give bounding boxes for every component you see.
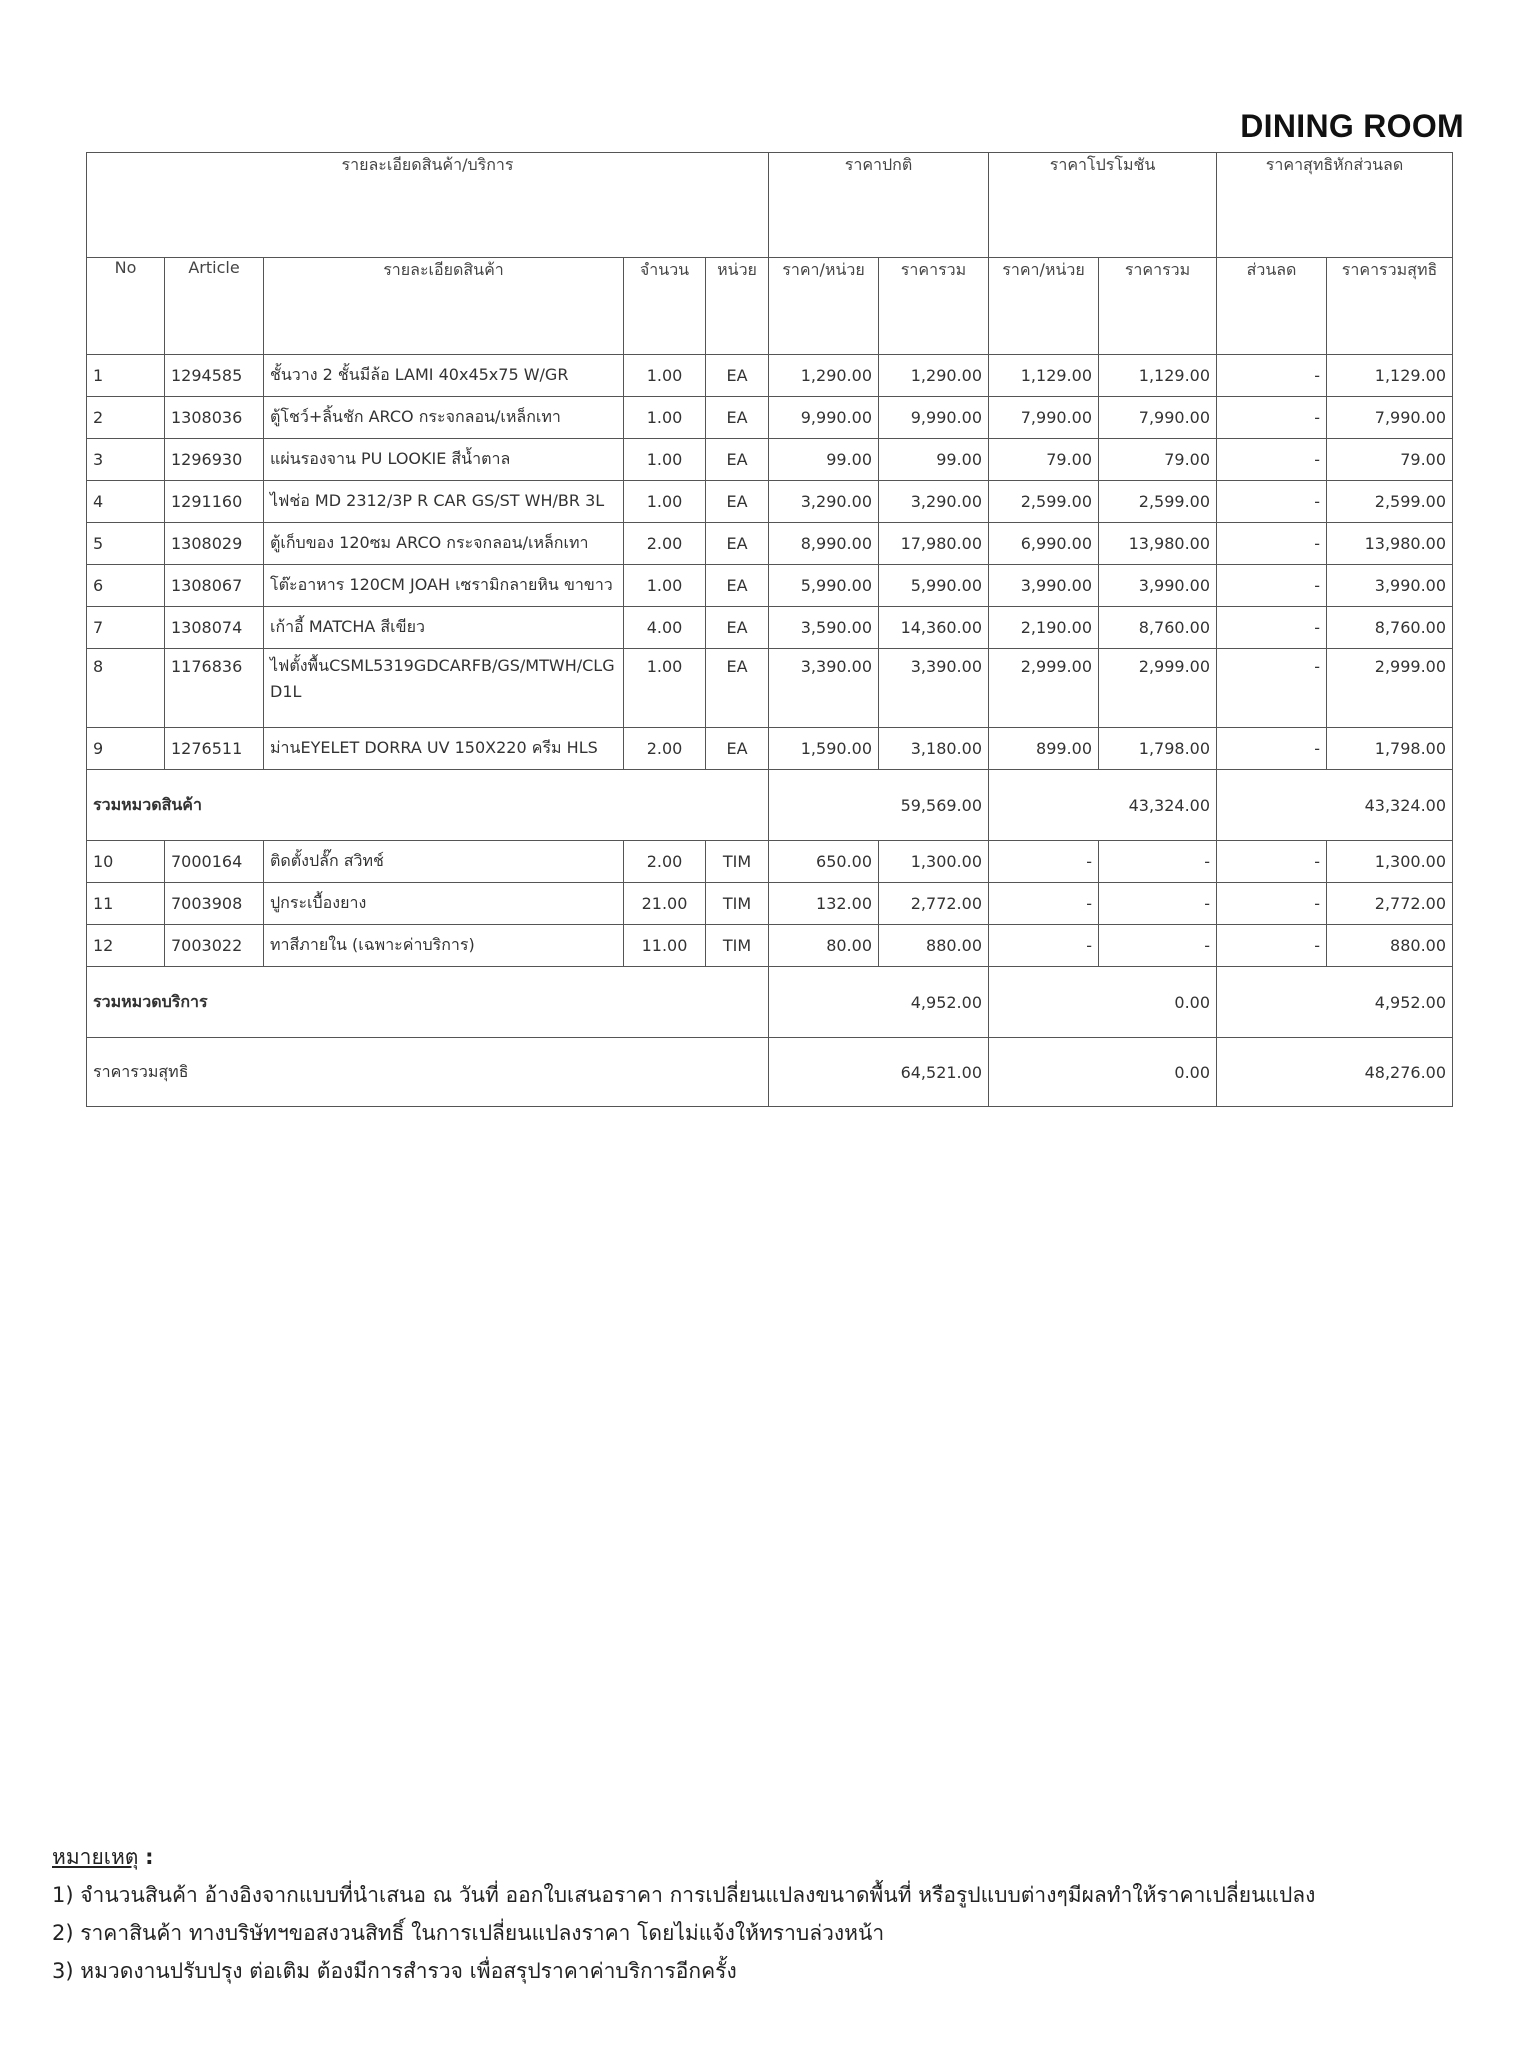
cell-normal-total: 1,300.00 xyxy=(879,841,989,883)
cell-normal-total: 880.00 xyxy=(879,925,989,967)
cell-discount: - xyxy=(1217,841,1327,883)
cell-net-total: 2,999.00 xyxy=(1327,649,1453,728)
cell-promo-unit: 79.00 xyxy=(989,439,1099,481)
cell-qty: 1.00 xyxy=(624,439,706,481)
cell-unit: EA xyxy=(706,565,769,607)
cell-net-total: 8,760.00 xyxy=(1327,607,1453,649)
cell-promo-total: - xyxy=(1099,883,1217,925)
table-row xyxy=(87,925,1453,967)
cell-qty: 2.00 xyxy=(624,523,706,565)
col-header-promo-total: ราคารวม xyxy=(1099,258,1217,355)
product-subtotal-promo: 43,324.00 xyxy=(989,770,1217,841)
cell-normal-total: 2,772.00 xyxy=(879,883,989,925)
cell-no: 11 xyxy=(87,883,165,925)
cell-net-total: 1,129.00 xyxy=(1327,355,1453,397)
cell-discount: - xyxy=(1217,728,1327,770)
cell-description: ม่านEYELET DORRA UV 150X220 ครีม HLS xyxy=(264,728,624,770)
table-row xyxy=(87,883,1453,925)
cell-qty: 11.00 xyxy=(624,925,706,967)
table-row xyxy=(87,841,1453,883)
cell-description: ไฟตั้งพื้นCSML5319GDCARFB/GS/MTWH/CLGD1L xyxy=(264,649,624,728)
group-header-description: รายละเอียดสินค้า/บริการ xyxy=(87,153,769,258)
cell-article: 1291160 xyxy=(165,481,264,523)
col-header-promo-unit: ราคา/หน่วย xyxy=(989,258,1099,355)
cell-discount: - xyxy=(1217,883,1327,925)
cell-no: 9 xyxy=(87,728,165,770)
group-header-net-price: ราคาสุทธิหักส่วนลด xyxy=(1217,153,1453,258)
cell-unit: EA xyxy=(706,397,769,439)
cell-normal-unit: 8,990.00 xyxy=(769,523,879,565)
cell-qty: 1.00 xyxy=(624,481,706,523)
cell-unit: EA xyxy=(706,523,769,565)
cell-promo-total: 1,798.00 xyxy=(1099,728,1217,770)
note-line-3: 3) หมวดงานปรับปรุง ต่อเติม ต้องมีการสำรวจ เพื่อสรุปราคาค่าบริการอีกครั้ง xyxy=(52,1959,737,1983)
col-header-article: Article xyxy=(165,258,264,355)
cell-normal-unit: 9,990.00 xyxy=(769,397,879,439)
cell-net-total: 2,599.00 xyxy=(1327,481,1453,523)
cell-description: ติดตั้งปลั๊ก สวิทช์ xyxy=(264,841,624,883)
cell-article: 7003908 xyxy=(165,883,264,925)
cell-normal-total: 17,980.00 xyxy=(879,523,989,565)
cell-discount: - xyxy=(1217,565,1327,607)
product-subtotal-normal: 59,569.00 xyxy=(769,770,989,841)
cell-description: โต๊ะอาหาร 120CM JOAH เซรามิกลายหิน ขาขาว xyxy=(264,565,624,607)
cell-net-total: 2,772.00 xyxy=(1327,883,1453,925)
cell-normal-total: 3,180.00 xyxy=(879,728,989,770)
col-header-normal-total: ราคารวม xyxy=(879,258,989,355)
cell-promo-unit: - xyxy=(989,883,1099,925)
group-header-normal-price: ราคาปกติ xyxy=(769,153,989,258)
cell-article: 7003022 xyxy=(165,925,264,967)
cell-unit: EA xyxy=(706,728,769,770)
cell-promo-total: - xyxy=(1099,925,1217,967)
note-line-2: 2) ราคาสินค้า ทางบริษัทฯขอสงวนสิทธิ์ ในการเปลี่ยนแปลงราคา โดยไม่แจ้งให้ทราบล่วงหน้า xyxy=(52,1921,885,1945)
cell-no: 4 xyxy=(87,481,165,523)
product-subtotal-net: 43,324.00 xyxy=(1217,770,1453,841)
grand-total-label: ราคารวมสุทธิ xyxy=(87,1038,769,1107)
cell-qty: 1.00 xyxy=(624,565,706,607)
notes-heading-colon: : xyxy=(145,1845,154,1869)
cell-normal-unit: 650.00 xyxy=(769,841,879,883)
table-row xyxy=(87,523,1453,565)
group-header-row xyxy=(87,153,1453,258)
service-subtotal-label: รวมหมวดบริการ xyxy=(87,967,769,1038)
cell-net-total: 13,980.00 xyxy=(1327,523,1453,565)
cell-net-total: 3,990.00 xyxy=(1327,565,1453,607)
cell-promo-unit: 2,599.00 xyxy=(989,481,1099,523)
cell-qty: 1.00 xyxy=(624,355,706,397)
table-row xyxy=(87,439,1453,481)
cell-promo-total: 2,999.00 xyxy=(1099,649,1217,728)
cell-normal-unit: 3,590.00 xyxy=(769,607,879,649)
cell-net-total: 79.00 xyxy=(1327,439,1453,481)
cell-no: 2 xyxy=(87,397,165,439)
grand-total-row xyxy=(87,1038,1453,1107)
cell-promo-total: 7,990.00 xyxy=(1099,397,1217,439)
cell-unit: EA xyxy=(706,607,769,649)
cell-promo-unit: - xyxy=(989,925,1099,967)
col-header-unit: หน่วย xyxy=(706,258,769,355)
cell-unit: EA xyxy=(706,481,769,523)
service-subtotal-normal: 4,952.00 xyxy=(769,967,989,1038)
cell-article: 7000164 xyxy=(165,841,264,883)
cell-qty: 2.00 xyxy=(624,841,706,883)
cell-qty: 4.00 xyxy=(624,607,706,649)
cell-description: ชั้นวาง 2 ชั้นมีล้อ LAMI 40x45x75 W/GR xyxy=(264,355,624,397)
cell-unit: TIM xyxy=(706,925,769,967)
cell-net-total: 1,300.00 xyxy=(1327,841,1453,883)
quotation-table xyxy=(86,152,1453,1107)
col-header-qty: จำนวน xyxy=(624,258,706,355)
col-header-description: รายละเอียดสินค้า xyxy=(264,258,624,355)
cell-promo-unit: 2,190.00 xyxy=(989,607,1099,649)
cell-promo-unit: - xyxy=(989,841,1099,883)
cell-promo-unit: 6,990.00 xyxy=(989,523,1099,565)
cell-promo-total: 3,990.00 xyxy=(1099,565,1217,607)
cell-description: ตู้โชว์+ลิ้นชัก ARCO กระจกลอน/เหล็กเทา xyxy=(264,397,624,439)
notes-heading: หมายเหตุ xyxy=(52,1845,139,1869)
cell-discount: - xyxy=(1217,523,1327,565)
group-header-promo-price: ราคาโปรโมชัน xyxy=(989,153,1217,258)
cell-article: 1308036 xyxy=(165,397,264,439)
cell-discount: - xyxy=(1217,439,1327,481)
table-row xyxy=(87,649,1453,728)
col-header-no: No xyxy=(87,258,165,355)
cell-normal-total: 5,990.00 xyxy=(879,565,989,607)
cell-net-total: 7,990.00 xyxy=(1327,397,1453,439)
cell-promo-total: 13,980.00 xyxy=(1099,523,1217,565)
cell-promo-unit: 899.00 xyxy=(989,728,1099,770)
cell-qty: 21.00 xyxy=(624,883,706,925)
cell-unit: TIM xyxy=(706,883,769,925)
cell-no: 6 xyxy=(87,565,165,607)
cell-normal-total: 99.00 xyxy=(879,439,989,481)
cell-no: 12 xyxy=(87,925,165,967)
col-header-net-total: ราคารวมสุทธิ xyxy=(1327,258,1453,355)
cell-description: แผ่นรองจาน PU LOOKIE สีน้ำตาล xyxy=(264,439,624,481)
cell-normal-total: 1,290.00 xyxy=(879,355,989,397)
cell-discount: - xyxy=(1217,607,1327,649)
product-subtotal-label: รวมหมวดสินค้า xyxy=(87,770,769,841)
grand-total-net: 48,276.00 xyxy=(1217,1038,1453,1107)
cell-normal-total: 3,290.00 xyxy=(879,481,989,523)
cell-promo-unit: 3,990.00 xyxy=(989,565,1099,607)
table-row xyxy=(87,607,1453,649)
cell-description: ทาสีภายใน (เฉพาะค่าบริการ) xyxy=(264,925,624,967)
cell-normal-total: 9,990.00 xyxy=(879,397,989,439)
cell-unit: EA xyxy=(706,355,769,397)
cell-article: 1296930 xyxy=(165,439,264,481)
cell-promo-total: 8,760.00 xyxy=(1099,607,1217,649)
cell-normal-unit: 99.00 xyxy=(769,439,879,481)
cell-net-total: 880.00 xyxy=(1327,925,1453,967)
cell-normal-unit: 1,590.00 xyxy=(769,728,879,770)
cell-normal-total: 3,390.00 xyxy=(879,649,989,728)
cell-description: เก้าอี้ MATCHA สีเขียว xyxy=(264,607,624,649)
cell-normal-unit: 5,990.00 xyxy=(769,565,879,607)
cell-article: 1294585 xyxy=(165,355,264,397)
grand-total-normal: 64,521.00 xyxy=(769,1038,989,1107)
cell-no: 7 xyxy=(87,607,165,649)
cell-normal-unit: 3,390.00 xyxy=(769,649,879,728)
cell-promo-unit: 1,129.00 xyxy=(989,355,1099,397)
cell-unit: TIM xyxy=(706,841,769,883)
cell-normal-unit: 1,290.00 xyxy=(769,355,879,397)
cell-qty: 2.00 xyxy=(624,728,706,770)
cell-normal-total: 14,360.00 xyxy=(879,607,989,649)
cell-discount: - xyxy=(1217,925,1327,967)
cell-description: ตู้เก็บของ 120ซม ARCO กระจกลอน/เหล็กเทา xyxy=(264,523,624,565)
cell-no: 3 xyxy=(87,439,165,481)
cell-promo-total: 2,599.00 xyxy=(1099,481,1217,523)
cell-promo-total: 79.00 xyxy=(1099,439,1217,481)
cell-unit: EA xyxy=(706,439,769,481)
cell-article: 1276511 xyxy=(165,728,264,770)
cell-article: 1308074 xyxy=(165,607,264,649)
table-row xyxy=(87,728,1453,770)
cell-qty: 1.00 xyxy=(624,649,706,728)
cell-promo-unit: 7,990.00 xyxy=(989,397,1099,439)
table-row xyxy=(87,481,1453,523)
cell-net-total: 1,798.00 xyxy=(1327,728,1453,770)
cell-article: 1308067 xyxy=(165,565,264,607)
cell-promo-total: - xyxy=(1099,841,1217,883)
cell-no: 10 xyxy=(87,841,165,883)
cell-no: 5 xyxy=(87,523,165,565)
cell-description: ไฟช่อ MD 2312/3P R CAR GS/ST WH/BR 3L xyxy=(264,481,624,523)
cell-no: 8 xyxy=(87,649,165,728)
cell-discount: - xyxy=(1217,481,1327,523)
col-header-normal-unit: ราคา/หน่วย xyxy=(769,258,879,355)
cell-unit: EA xyxy=(706,649,769,728)
cell-promo-total: 1,129.00 xyxy=(1099,355,1217,397)
product-subtotal-row xyxy=(87,770,1453,841)
grand-total-promo: 0.00 xyxy=(989,1038,1217,1107)
cell-discount: - xyxy=(1217,355,1327,397)
cell-no: 1 xyxy=(87,355,165,397)
note-line-1: 1) จำนวนสินค้า อ้างอิงจากแบบที่นำเสนอ ณ วันที่ ออกใบเสนอราคา การเปลี่ยนแปลงขนาดพื้นที่ หรือรูปแบบต่างๆมีผลทำให้ราคาเปลี่ยนแปลง xyxy=(52,1883,1316,1907)
notes-heading-line xyxy=(52,1838,1315,1876)
cell-qty: 1.00 xyxy=(624,397,706,439)
cell-normal-unit: 3,290.00 xyxy=(769,481,879,523)
cell-article: 1308029 xyxy=(165,523,264,565)
service-subtotal-row xyxy=(87,967,1453,1038)
col-header-discount: ส่วนลด xyxy=(1217,258,1327,355)
cell-promo-unit: 2,999.00 xyxy=(989,649,1099,728)
page-title: DINING ROOM xyxy=(1240,108,1464,144)
cell-article: 1176836 xyxy=(165,649,264,728)
notes-section xyxy=(52,1838,1315,1990)
service-subtotal-promo: 0.00 xyxy=(989,967,1217,1038)
table-row xyxy=(87,355,1453,397)
cell-discount: - xyxy=(1217,397,1327,439)
cell-normal-unit: 132.00 xyxy=(769,883,879,925)
service-subtotal-net: 4,952.00 xyxy=(1217,967,1453,1038)
column-header-row xyxy=(87,258,1453,355)
cell-discount: - xyxy=(1217,649,1327,728)
cell-description: ปูกระเบื้องยาง xyxy=(264,883,624,925)
table-row xyxy=(87,397,1453,439)
cell-normal-unit: 80.00 xyxy=(769,925,879,967)
table-row xyxy=(87,565,1453,607)
